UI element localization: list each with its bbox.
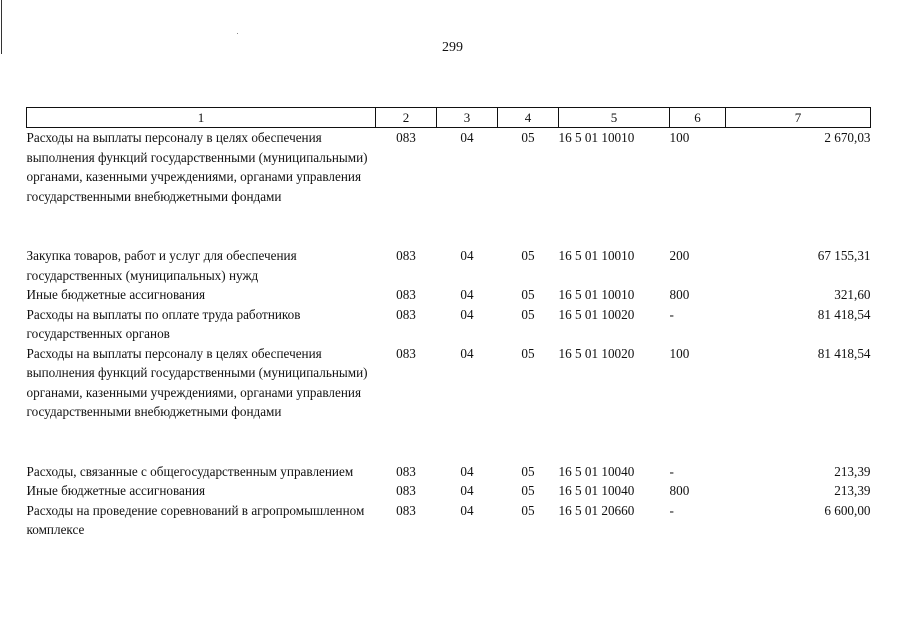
row-section-cell: 04 [460,306,474,322]
row-ministry-cell: 083 [396,345,416,361]
row-target-cell: 16 5 01 10040 [558,483,635,498]
row-subsection-cell: 05 [521,287,535,302]
row-target-cell: 16 5 01 10020 [558,345,635,361]
row-kind-cell: - [669,306,674,322]
row-subsection-cell: 05 [521,248,535,263]
scan-speck [237,33,238,34]
col-header-7: 7 [726,108,871,128]
row-section-cell: 04 [460,463,474,479]
col-header-2: 2 [376,108,437,128]
row-name-cell: Расходы на проведение соревнований в агропромышленном комплексе [26,502,365,537]
table-row [27,246,871,285]
row-amount-cell: 81 418,54 [817,345,871,361]
row-subsection-cell: 05 [521,130,535,145]
row-subsection-cell: 05 [521,306,535,322]
row-section-cell: 04 [460,502,474,518]
row-kind-cell: - [669,502,674,518]
row-amount-cell: 2 670,03 [824,130,871,145]
row-subsection-cell: 05 [521,463,535,479]
col-header-3: 3 [437,108,498,128]
row-section-cell: 04 [460,345,474,361]
row-target-cell: 16 5 01 10020 [558,306,635,322]
budget-table [26,107,871,540]
row-target-cell: 16 5 01 10010 [558,130,635,145]
row-amount-cell: 67 155,31 [817,248,871,263]
row-target-cell: 16 5 01 10010 [558,248,635,263]
table-row [27,344,871,422]
row-section-cell: 04 [460,130,474,145]
row-target-cell: 16 5 01 10010 [558,287,635,302]
row-name-cell: Иные бюджетные ассигнования [26,483,206,498]
row-kind-cell: 200 [669,248,690,263]
col-header-4: 4 [498,108,559,128]
row-ministry-cell: 083 [396,306,416,322]
row-spacer [27,422,871,462]
table-row [27,501,871,540]
row-name-cell: Расходы на выплаты по оплате труда работников государственных органов [26,306,301,341]
table-row [27,305,871,344]
row-subsection-cell: 05 [521,502,535,518]
row-subsection-cell: 05 [521,345,535,361]
row-target-cell: 16 5 01 10040 [558,463,635,479]
row-ministry-cell: 083 [396,463,416,479]
table-header-row [27,108,871,128]
col-header-5: 5 [559,108,670,128]
row-name-cell: Расходы на выплаты персоналу в целях обеспечения выполнения функций государственными (муниципальными) органами, казенными учреждениями, органами управления государственными внебюджетными фондами [26,130,368,204]
row-ministry-cell: 083 [396,502,416,518]
row-name-cell: Расходы на выплаты персоналу в целях обеспечения выполнения функций государственными (муниципальными) органами, казенными учреждениями, органами управления государственными внебюджетными фондами [26,345,368,419]
row-subsection-cell: 05 [521,483,535,498]
row-amount-cell: 81 418,54 [817,306,871,322]
row-name-cell: Иные бюджетные ассигнования [26,287,206,302]
row-spacer [27,206,871,246]
row-ministry-cell: 083 [396,248,416,263]
table-row [27,462,871,482]
col-header-1: 1 [27,108,376,128]
row-amount-cell: 213,39 [834,483,871,498]
row-name-cell: Закупка товаров, работ и услуг для обеспечения государственных (муниципальных) нужд [26,248,297,283]
row-kind-cell: 100 [669,345,690,361]
row-section-cell: 04 [460,248,474,263]
row-amount-cell: 321,60 [834,287,871,302]
row-kind-cell: 100 [669,130,690,145]
row-section-cell: 04 [460,287,474,302]
row-section-cell: 04 [460,483,474,498]
row-ministry-cell: 083 [396,483,416,498]
row-amount-cell: 213,39 [834,463,871,479]
row-target-cell: 16 5 01 20660 [558,502,635,518]
table-row [27,481,871,501]
row-ministry-cell: 083 [396,130,416,145]
row-ministry-cell: 083 [396,287,416,302]
table-row [27,285,871,305]
row-name-cell: Расходы, связанные с общегосударственным управлением [26,463,354,479]
col-header-6: 6 [670,108,726,128]
row-amount-cell: 6 600,00 [824,502,871,518]
row-kind-cell: 800 [669,483,690,498]
row-kind-cell: - [669,463,674,479]
row-kind-cell: 800 [669,287,690,302]
table-row [27,128,871,207]
page-number: 299 [442,40,463,55]
